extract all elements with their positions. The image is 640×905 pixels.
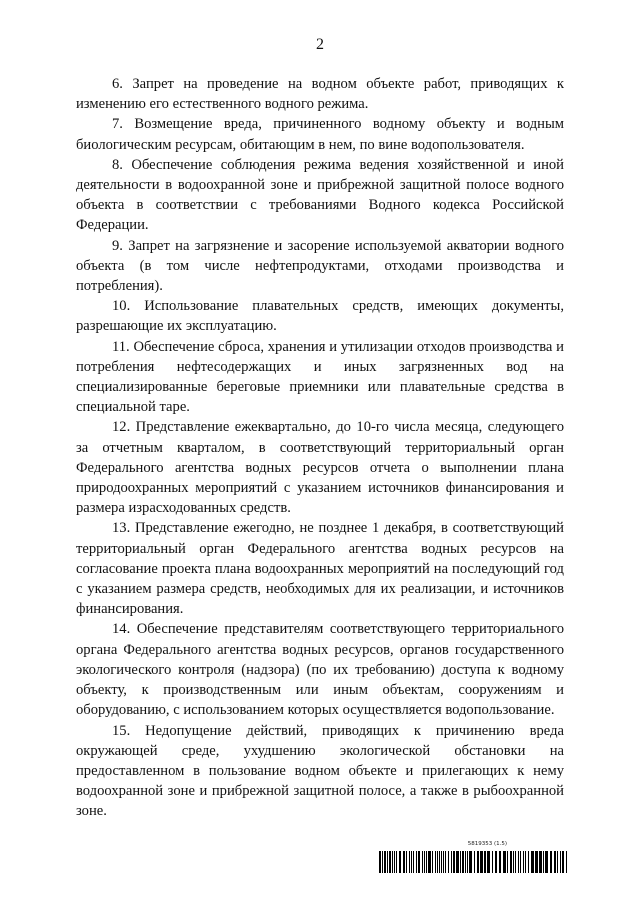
paragraph-item-7: 7. Возмещение вреда, причиненного водному объекту и водным биологическим ресурсам, обитающим в нем, по вине водопользователя.	[76, 116, 564, 153]
paragraph-item-9: 9. Запрет на загрязнение и засорение используемой акватории водного объекта (в том числе нефтепродуктами, отходами производства и потребления).	[76, 237, 564, 295]
paragraph-item-10: 10. Использование плавательных средств, имеющих документы, разрешающие их эксплуатацию.	[76, 298, 564, 335]
paragraph-item-8: 8. Обеспечение соблюдения режима ведения хозяйственной и иной деятельности в водоохранной зоне и прибрежной защитной полосе водного объекта в соответствии с требованиями Водного кодекса Российской Федерации.	[76, 156, 564, 234]
paragraph-item-13: 13. Представление ежегодно, не позднее 1 декабря, в соответствующий территориальный орган Федерального агентства водных ресурсов на согласование проекта плана водоохранных мероприятий на последующий год с указанием размера средств, необходимых для их реализации, и источников финансирования.	[76, 520, 564, 618]
document-body	[76, 74, 564, 822]
barcode-image	[379, 851, 567, 873]
paragraph-item-12: 12. Представление ежеквартально, до 10-го числа месяца, следующего за отчетным кварталом, в соответствующий территориальный орган Федерального агентства водных ресурсов отчета о выполнении плана природоохранных мероприятий с указанием источников финансирования и размера израсходованных средств.	[76, 419, 564, 517]
barcode-caption: 5819353 (1.5)	[467, 841, 507, 847]
paragraph-item-15: 15. Недопущение действий, приводящих к причинению вреда окружающей среде, ухудшению экологической обстановки на предоставленном в пользование водном объекте и прилегающих к нему водоохранной зоне и прибрежной защитной полосе, а также в рыбоохранной зоне.	[76, 722, 564, 820]
paragraph-item-11: 11. Обеспечение сброса, хранения и утилизации отходов производства и потребления нефтесодержащих и иных загрязненных вод на специализированные береговые приемники или плавательные средства в специальной таре.	[76, 338, 564, 416]
page-number: 2	[316, 36, 324, 53]
paragraph-item-6: 6. Запрет на проведение на водном объекте работ, приводящих к изменению его естественного водного режима.	[76, 76, 564, 113]
paragraph-item-14: 14. Обеспечение представителям соответствующего территориального органа Федерального агентства водных ресурсов, органов государственного экологического контроля (надзора) (по их требованию) доступа к водному объекту, к производственным или иным объектам, сооружениям и оборудованию, с использованием которых осуществляется водопользование.	[76, 621, 564, 719]
